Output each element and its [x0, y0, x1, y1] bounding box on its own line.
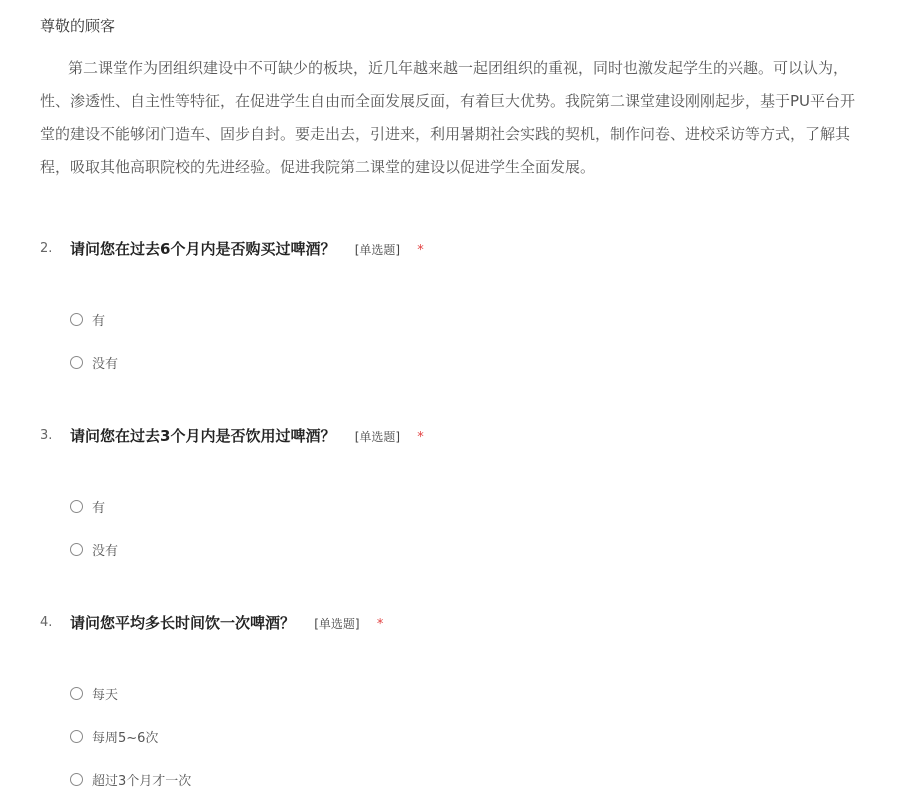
question-number: 3.	[40, 428, 53, 443]
intro-line: 性、渗透性、自主性等特征，在促进学生自由而全面发展反面，有着巨大优势。我院第二课堂建设刚刚起步，基于PU平台开	[40, 92, 856, 110]
question-title: 请问您平均多长时间饮一次啤酒？	[70, 614, 296, 632]
intro-line: 程，吸取其他高职院校的先进经验。促进我院第二课堂的建设以促进学生全面发展。	[40, 158, 596, 176]
required-star: *	[376, 617, 384, 632]
option-label: 有	[92, 313, 106, 329]
option-label: 没有	[92, 543, 119, 559]
question-header	[40, 237, 900, 261]
radio-button[interactable]	[70, 356, 83, 369]
intro-paragraph	[40, 52, 900, 184]
required-star: *	[417, 430, 424, 445]
question-title-wrap	[70, 611, 383, 637]
option-label: 超过3个月才一次	[92, 773, 192, 789]
greeting-text: 尊敬的顾客	[40, 17, 116, 35]
question-3	[40, 424, 900, 559]
radio-button[interactable]	[70, 687, 83, 700]
intro-line: 第二课堂作为团组织建设中不可缺少的板块，近几年越来越一起团组织的重视，同时也激发起学生的兴趣。可以认为，	[68, 59, 849, 77]
question-number: 4.	[40, 615, 53, 630]
radio-button[interactable]	[70, 730, 83, 743]
option-label: 没有	[92, 356, 119, 372]
intro-line: 堂的建设不能够闭门造车、固步自封。要走出去，引进来，利用暑期社会实践的契机，制作问卷、进校采访等方式，了解其	[40, 125, 851, 143]
radio-button[interactable]	[70, 543, 83, 556]
question-number: 2.	[40, 241, 53, 256]
radio-button[interactable]	[70, 500, 83, 513]
question-header	[40, 424, 900, 448]
radio-button[interactable]	[70, 773, 83, 786]
option-meiyou[interactable]	[70, 352, 118, 372]
question-4	[40, 611, 900, 789]
question-title: 请问您在过去6个月内是否购买过啤酒？	[70, 240, 336, 258]
radio-button[interactable]	[70, 313, 83, 326]
option-meizhou[interactable]	[70, 726, 158, 746]
question-header	[40, 611, 900, 635]
question-title-wrap	[70, 237, 424, 263]
question-title-wrap	[70, 424, 424, 450]
option-label: 有	[92, 500, 106, 516]
option-three-months[interactable]	[70, 769, 191, 789]
option-label: 每天	[92, 687, 119, 703]
option-meitian[interactable]	[70, 683, 118, 703]
option-you[interactable]	[70, 496, 105, 516]
option-meiyou[interactable]	[70, 539, 118, 559]
option-label: 每周5~6次	[92, 730, 159, 746]
question-title: 请问您在过去3个月内是否饮用过啤酒？	[70, 427, 336, 445]
question-type-tag: [单选题]	[354, 430, 401, 444]
question-type-tag: [单选题]	[354, 243, 401, 257]
question-type-tag: [单选题]	[314, 617, 360, 631]
required-star: *	[417, 243, 424, 258]
question-2	[40, 237, 900, 372]
option-you[interactable]	[70, 309, 105, 329]
